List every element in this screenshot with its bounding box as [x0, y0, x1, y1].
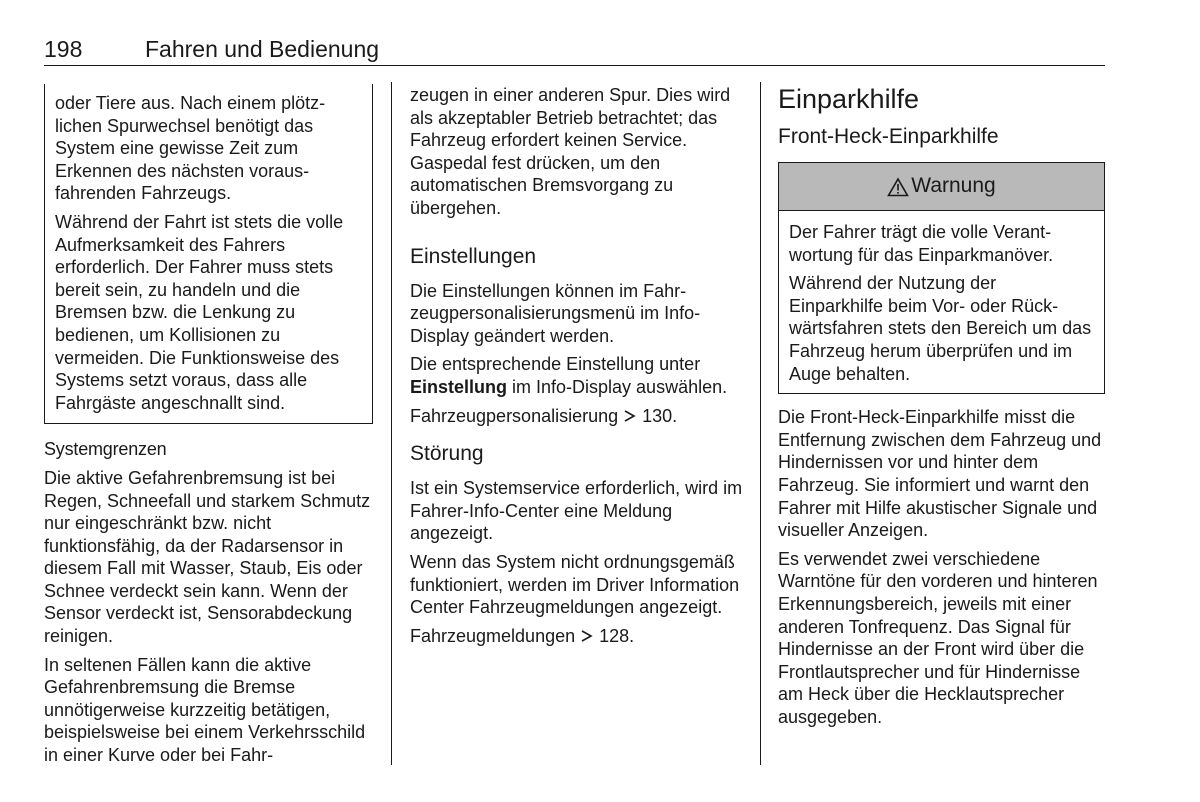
bold-term: Einstellung	[410, 376, 508, 397]
page-reference-arrow-icon	[580, 629, 594, 643]
paragraph: zeugen in einer anderen Spur. Dies wird als akzeptabler Betrieb betrachtet; das Fahrzeug erfordert keinen Service. Gaspedal fest drücken, um den automatischen Bremsvorgang zu übergehen.	[410, 85, 731, 218]
column-divider-2	[760, 82, 761, 765]
warning-header	[779, 163, 1104, 211]
heading-stoerung: Störung	[410, 442, 484, 466]
column-3	[778, 84, 1108, 734]
column-2	[410, 84, 745, 653]
box-paragraph-2: Während der Fahrt ist stets die volle Aufmerksamkeit des Fahrers erforderlich. Der Fahrer muss stets bereit sein, zu handeln und die Bremsen bzw. die Lenkung zu bedienen, um Kollisionen zu vermeiden. Die Funktionsweise des Systems setzt voraus, dass alle Fahrgäste angeschnallt sind.	[55, 211, 344, 413]
warning-paragraph-1: Der Fahrer trägt die volle Verantwortung für das Einparkmanöver.	[789, 222, 1054, 265]
paragraph: Es verwendet zwei verschiedene Warntöne für den vorderen und hinteren Erkennungsbereich, jeweils mit einer anderen Tonfrequenz. Das Signal für Hindernisse an der Front wird über die Frontlautsprecher und für Hindernisse am Heck über die Hecklautsprecher ausgegeben.	[778, 548, 1098, 727]
cross-reference[interactable]: Fahrzeugpersonalisierung 130.	[410, 405, 678, 426]
paragraph: Die Einstellungen können im Fahrzeugpersonalisierungsmenü im Info-Display geändert werden.	[410, 280, 701, 346]
paragraph: Die entsprechende Einstellung unter Einstellung im Info-Display auswählen.	[410, 354, 728, 397]
cross-reference[interactable]: Fahrzeugmeldungen 128.	[410, 625, 635, 646]
warning-title: Warnung	[911, 174, 996, 198]
paragraph: Ist ein Systemservice erforderlich, wird im Fahrer-Info-Center eine Meldung angezeigt.	[410, 478, 743, 544]
heading-einparkhilfe: Einparkhilfe	[778, 84, 920, 114]
column-divider-1	[391, 82, 392, 765]
warning-body	[779, 211, 1104, 393]
continued-warning-box	[44, 84, 373, 424]
paragraph: Die Front-Heck-Einparkhilfe misst die Entfernung zwischen dem Fahrzeug und Hindernissen vor und hinter dem Fahrzeug. Sie informiert und warnt den Fahrer mit Hilfe akustischer Signale und visueller Anzeigen.	[778, 407, 1102, 541]
subheading-systemgrenzen: Systemgrenzen	[44, 439, 167, 460]
heading-front-heck-einparkhilfe: Front-Heck-Einparkhilfe	[778, 125, 999, 148]
page-number: 198	[44, 36, 83, 62]
chapter-title: Fahren und Bedienung	[145, 36, 380, 62]
page-reference-arrow-icon	[623, 409, 637, 423]
warning-box	[778, 162, 1105, 394]
paragraph: Wenn das System nicht ordnungsgemäß funktioniert, werden im Driver Information Center Fahrzeugmeldungen angezeigt.	[410, 551, 740, 618]
page-header	[44, 36, 1105, 66]
heading-einstellungen: Einstellungen	[410, 244, 537, 268]
warning-paragraph-2: Während der Nutzung der Einparkhilfe beim Vor- oder Rückwärtsfahren stets den Bereich um das Fahrzeug herum überprüfen und im Auge behalten.	[789, 273, 1092, 384]
column-1	[44, 84, 375, 773]
paragraph: In seltenen Fällen kann die aktive Gefahrenbremsung die Bremse unnötigerweise kurzzeitig betätigen, beispielsweise bei einem Verkehrsschild in einer Kurve oder bei Fahr-	[44, 654, 366, 766]
warning-triangle-icon	[887, 177, 909, 197]
header-rule	[44, 65, 1105, 66]
paragraph: Die aktive Gefahrenbremsung ist bei Regen, Schneefall und starkem Schmutz nur eingeschränkt bzw. nicht funktionsfähig, da der Radarsensor in diesem Fall mit Wasser, Staub, Eis oder Schnee verdeckt sein kann. Wenn der Sensor verdeckt ist, Sensorabdeckung reinigen.	[44, 467, 371, 647]
box-paragraph-1: oder Tiere aus. Nach einem plötzlichen Spurwechsel benötigt das System eine gewisse Zeit zum Erkennen des nächsten vorausfahrenden Fahrzeugs.	[55, 93, 326, 204]
